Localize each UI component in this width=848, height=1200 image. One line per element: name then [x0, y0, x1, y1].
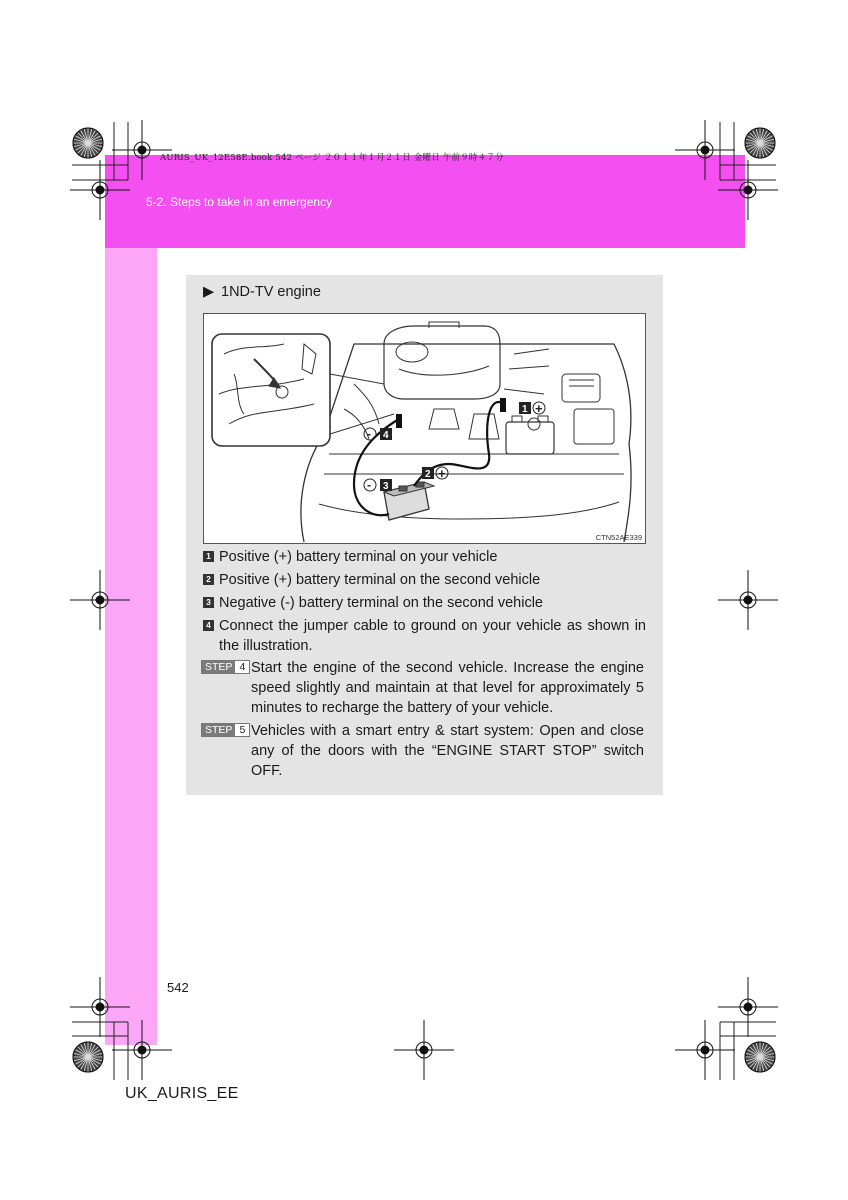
- callout-4-number: 4: [383, 430, 389, 441]
- callout-2-sign: +: [438, 466, 446, 481]
- figure-code: CTN52AE339: [595, 533, 642, 542]
- step-number: 5: [235, 724, 249, 736]
- target-dot: [138, 146, 146, 154]
- item-number-badge: 1: [203, 551, 214, 562]
- callout-1-sign: +: [535, 401, 543, 416]
- target-dot: [744, 1003, 752, 1011]
- target-dot: [701, 146, 709, 154]
- item-number-badge: 3: [203, 597, 214, 608]
- callout-1-number: 1: [522, 404, 528, 415]
- target-dot: [96, 186, 104, 194]
- section-title: 5-2. Steps to take in an emergency: [146, 195, 333, 209]
- callout-2-number: 2: [425, 469, 431, 480]
- callout-3-sign: -: [367, 478, 371, 492]
- target-dot: [96, 1003, 104, 1011]
- step-text: Start the engine of the second vehicle. Increase the engine speed slightly and maintain at that level for approximately 5 minutes to recharge the battery of your vehicle.: [251, 660, 644, 716]
- step-number: 4: [235, 661, 249, 673]
- footer-code: UK_AURIS_EE: [125, 1085, 239, 1102]
- target-dot: [744, 186, 752, 194]
- item-text: Negative (-) battery terminal on the second vehicle: [219, 595, 543, 611]
- item-number-badge: 2: [203, 574, 214, 585]
- item-text: Positive (+) battery terminal on the second vehicle: [219, 572, 541, 588]
- target-dot: [744, 596, 752, 604]
- item-text: Connect the jumper cable to ground on your vehicle as shown in the illustration.: [219, 618, 646, 654]
- callout-3-number: 3: [383, 481, 389, 492]
- target-dot: [701, 1046, 709, 1054]
- item-text: Positive (+) battery terminal on your vehicle: [219, 549, 498, 565]
- step-label: STEP: [202, 724, 235, 736]
- print-info-line: AURIS_UK_12E58E.book 542 ページ ２０１１年１月２１日 金曜日 午前９時４７分: [160, 153, 504, 163]
- triangle-marker-icon: ▶: [203, 284, 215, 300]
- step-label: STEP: [202, 661, 235, 673]
- step-text: Vehicles with a smart entry & start system: Open and close any of the doors with the “ENGINE START STOP” switch OFF.: [251, 723, 644, 779]
- page-number: 542: [167, 980, 189, 995]
- target-dot: [96, 596, 104, 604]
- callout-4-sign: -: [367, 427, 371, 441]
- engine-label: 1ND-TV engine: [221, 284, 321, 300]
- target-dot: [138, 1046, 146, 1054]
- target-dot: [420, 1046, 428, 1054]
- item-number-badge: 4: [203, 620, 214, 631]
